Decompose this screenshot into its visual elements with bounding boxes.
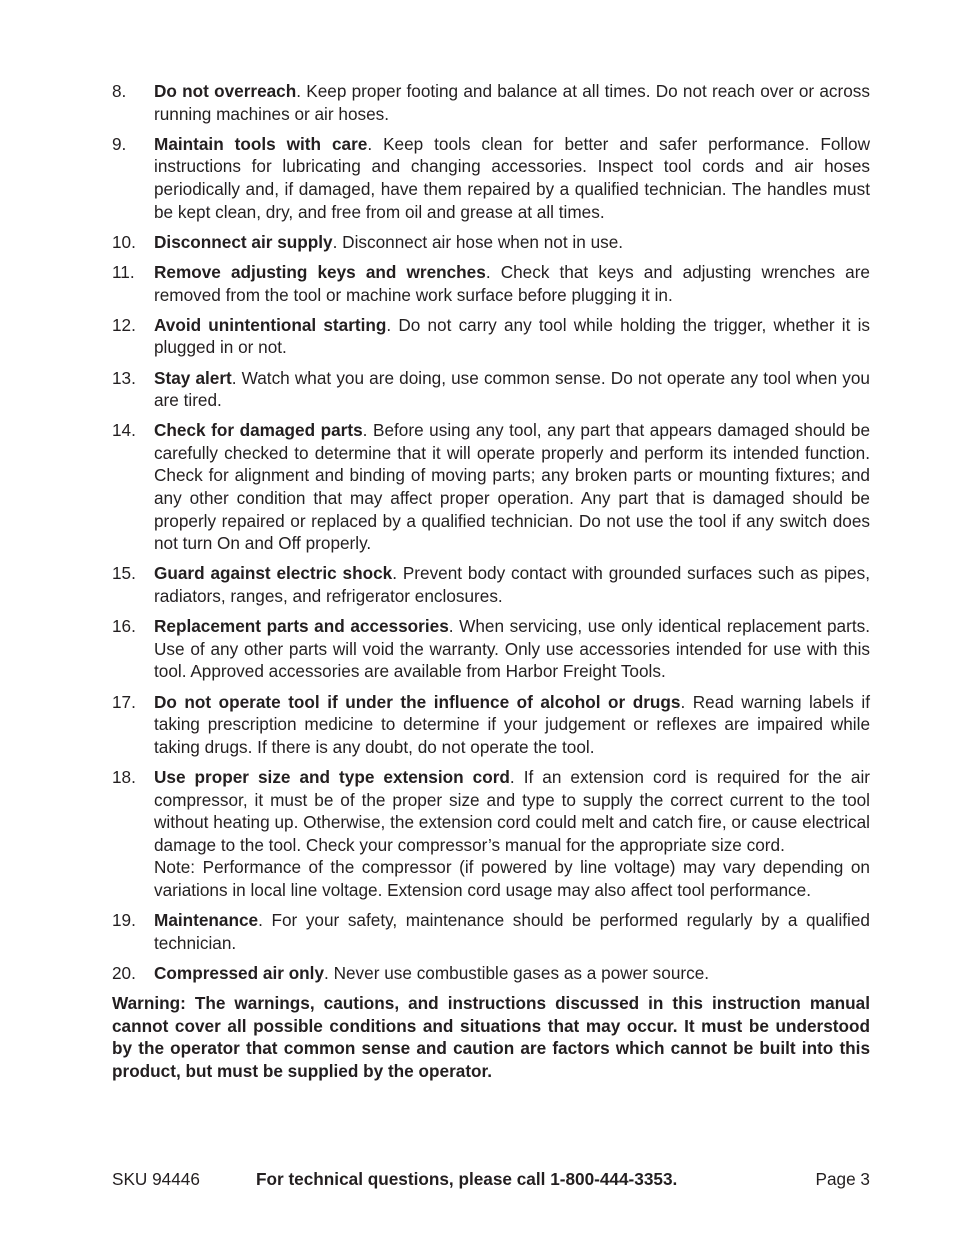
item-body (154, 261, 870, 306)
item-number: 12. (112, 314, 136, 335)
item-note: Note: Performance of the compressor (if powered by line voltage) may vary depending on variations in local line voltage. Extension cord usage may also affect tool performance. (154, 857, 870, 900)
item-number: 16. (112, 616, 136, 637)
item-title: Guard against electric shock (154, 563, 393, 584)
item-text: . Read warning labels if taking prescription medicine to determine if your judgement or reflexes are impaired while taking drugs. If there is any doubt, do not operate the tool. (154, 691, 870, 757)
item-text: . Check that keys and adjusting wrenches are removed from the tool or machine work surface before plugging it in. (154, 261, 870, 305)
item-text: . For your safety, maintenance should be performed regularly by a qualified technician. (154, 910, 870, 953)
item-text: . Watch what you are doing, use common sense. Do not operate any tool when you are tired. (154, 367, 870, 411)
list-item (112, 133, 870, 223)
item-body (154, 133, 870, 223)
item-number: 13. (112, 367, 136, 388)
item-text: . Prevent body contact with grounded surfaces such as pipes, radiators, ranges, and refrigerator enclosures. (154, 563, 870, 607)
item-text: . Before using any tool, any part that appears damaged should be carefully checked to determine that it will operate properly and perform its intended function. Check for alignment and binding of moving parts; any broken parts or mounting fixtures; and any other condition that may affect proper operation. Any part that is damaged should be properly repaired or replaced by a qualified technician. Do not use the tool if any switch does not turn On and Off properly. (154, 420, 870, 554)
list-item (112, 766, 870, 902)
item-body (154, 419, 870, 555)
item-body (154, 231, 870, 254)
item-title: Avoid unintentional starting (154, 314, 387, 335)
technical-questions-text: For technical questions, please call 1-800-444-3353. (256, 1169, 678, 1189)
warning-paragraph: Warning: The warnings, cautions, and instructions discussed in this instruction manual cannot cover all possible conditions and situations that may occur. It must be understood by the operator that common sense and caution are factors which cannot be built into this product, but must be supplied by the operator. (112, 993, 870, 1081)
item-title: Check for damaged parts (154, 420, 363, 441)
item-number: 11. (112, 261, 135, 282)
item-title: Compressed air only (154, 962, 325, 983)
item-title: Disconnect air supply (154, 231, 333, 252)
sku-label: SKU 94446 (112, 1169, 200, 1189)
item-title: Do not overreach (154, 81, 297, 101)
item-body (154, 80, 870, 125)
item-body (154, 909, 870, 954)
list-item (112, 615, 870, 683)
safety-list-section (112, 80, 870, 1082)
list-item (112, 231, 870, 254)
item-body (154, 562, 870, 607)
item-number: 15. (112, 563, 136, 584)
list-item (112, 691, 870, 759)
item-title: Stay alert (154, 367, 232, 388)
list-item (112, 261, 870, 306)
item-text: . If an extension cord is required for the air compressor, it must be of the proper size and type to supply the correct current to the tool without heating up. Otherwise, the extension cord could melt and catch fire, or cause electrical damage to the tool. Check your compressor’s manual for the appropriate size cord. (154, 766, 870, 855)
item-number: 18. (112, 766, 136, 787)
item-body (154, 615, 870, 683)
item-number: 20. (112, 962, 136, 983)
item-title: Use proper size and type extension cord (154, 766, 510, 787)
item-text: . When servicing, use only identical replacement parts. Use of any other parts will void the warranty. Only use accessories intended for use with this tool. Approved accessories are available from Harbor Freight Tools. (154, 616, 870, 682)
item-title: Maintenance (154, 910, 259, 931)
page-footer (112, 1169, 870, 1193)
item-text: . Keep tools clean for better and safer performance. Follow instructions for lubricating and changing accessories. Inspect tool cords and air hoses periodically and, if damaged, have them repaired by a qualified technician. The handles must be kept clean, dry, and free from oil and grease at all times. (154, 133, 870, 222)
list-item (112, 419, 870, 555)
list-item (112, 562, 870, 607)
item-number: 14. (112, 420, 136, 441)
item-body (154, 691, 870, 759)
list-item (112, 909, 870, 954)
item-body (154, 766, 870, 902)
list-item (112, 367, 870, 412)
item-number: 17. (112, 691, 136, 712)
list-item (112, 80, 870, 125)
list-item (112, 962, 870, 985)
item-text: . Keep proper footing and balance at all times. Do not reach over or across running machines or air hoses. (154, 81, 870, 124)
item-text: . Never use combustible gases as a power source. (324, 962, 710, 983)
item-title: Do not operate tool if under the influence of alcohol or drugs (154, 691, 681, 712)
item-body (154, 367, 870, 412)
item-number: 10. (112, 231, 136, 252)
item-text: . Do not carry any tool while holding the trigger, whether it is plugged in or not. (154, 314, 870, 358)
item-title: Maintain tools with care (154, 133, 368, 154)
item-title: Replacement parts and accessories (154, 616, 449, 637)
item-body (154, 314, 870, 359)
item-number: 8. (112, 81, 127, 101)
item-title: Remove adjusting keys and wrenches (154, 261, 486, 282)
item-body (154, 962, 870, 985)
item-number: 9. (112, 133, 127, 154)
item-text: . Disconnect air hose when not in use. (332, 231, 624, 252)
page-number: Page 3 (815, 1169, 870, 1189)
item-number: 19. (112, 910, 136, 931)
list-item (112, 314, 870, 359)
